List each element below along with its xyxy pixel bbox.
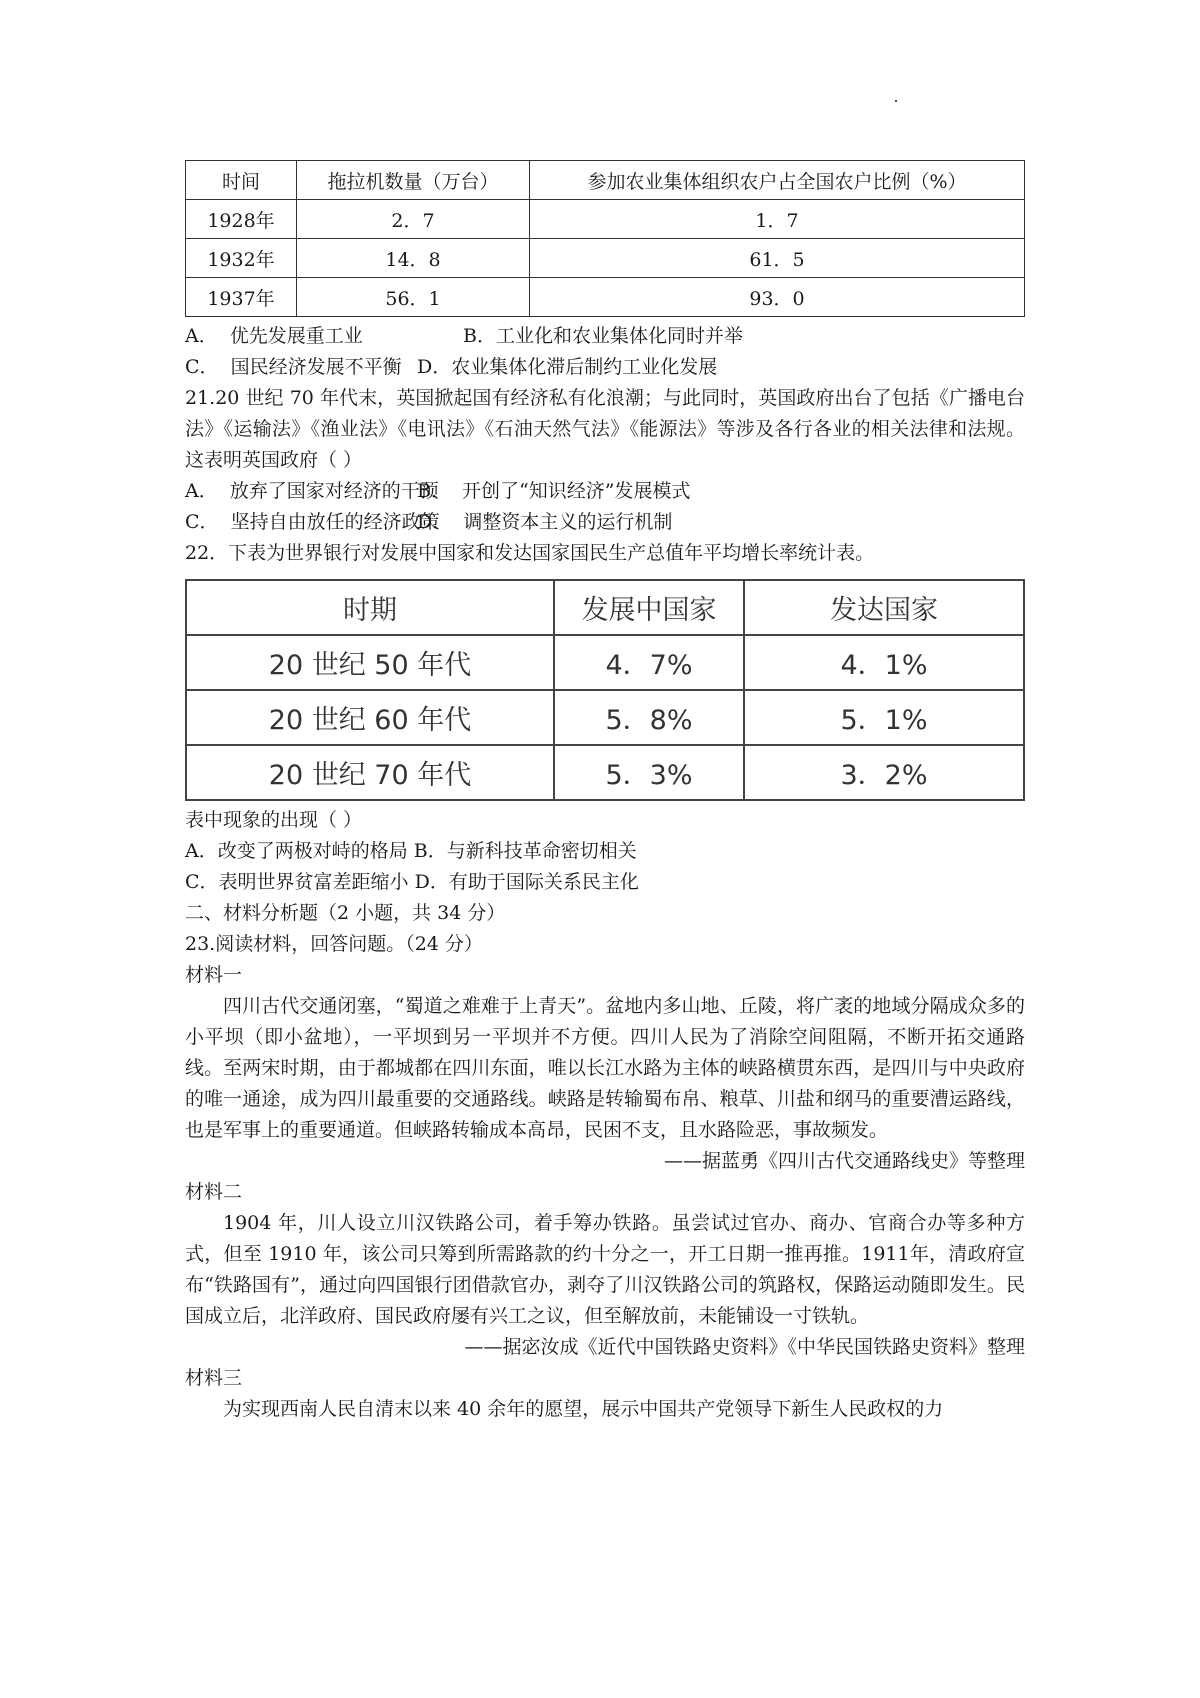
q22-question: 表中现象的出现（ ） <box>185 809 363 831</box>
table-cell: 1937年 <box>186 278 297 317</box>
table-header-cell: 参加农业集体组织农户占全国农户比例（%） <box>530 161 1025 200</box>
q22-options-row-1 <box>185 836 1025 867</box>
q22-option-a: A．改变了两极对峙的格局 <box>185 840 408 862</box>
table-row <box>186 690 1024 745</box>
table-header-cell: 发达国家 <box>744 580 1024 635</box>
table-header-cell: 时期 <box>186 580 554 635</box>
q22-stem: 22．下表为世界银行对发展中国家和发达国家国民生产总值年平均增长率统计表。 <box>185 542 875 564</box>
table-row <box>186 635 1024 690</box>
q22-options-row-2 <box>185 867 1025 898</box>
table-cell: 14．8 <box>297 239 530 278</box>
table-header-row <box>186 161 1025 200</box>
section-heading: 二、材料分析题（2 小题，共 34 分） <box>185 902 506 924</box>
table-cell: 1．7 <box>530 200 1025 239</box>
q20-option-b: B．工业化和农业集体化同时并举 <box>463 325 743 347</box>
q20-option-d: D．农业集体化滞后制约工业化发展 <box>417 356 718 378</box>
table-cell: 3．2% <box>744 745 1024 800</box>
table-cell: 61．5 <box>530 239 1025 278</box>
q21-stem: 21.20 世纪 70 年代末，英国掀起国有经济私有化浪潮；与此同时，英国政府出台了包括《广播电台法》《运输法》《渔业法》《电讯法》《石油天然气法》《能源法》等涉及各行各业的相关法律和法规。这表明英国政府（ ） <box>185 387 1025 471</box>
table-header-row <box>186 580 1024 635</box>
table-row <box>186 278 1025 317</box>
q22-option-d: D．有助于国际关系民主化 <box>414 871 639 893</box>
table-cell: 5．8% <box>554 690 744 745</box>
q20-options-row-2 <box>185 352 1025 383</box>
table-row <box>186 745 1024 800</box>
document-page <box>185 160 1025 1425</box>
table-cell: 2．7 <box>297 200 530 239</box>
table-cell: 1932年 <box>186 239 297 278</box>
table-cell: 56．1 <box>297 278 530 317</box>
table-cell: 20 世纪 70 年代 <box>186 745 554 800</box>
material-2-text: 1904 年，川人设立川汉铁路公司，着手筹办铁路。虽尝试过官办、商办、官商合办等多种方式，但至 1910 年，该公司只筹到所需路款的约十分之一，开工日期一推再推。1911年，清政府宣布“铁路国有”，通过向四国银行团借款官办，剥夺了川汉铁路公司的筑路权，保路运动随即发生。民国成立后，北洋政府、国民政府屡有兴工之议，但至解放前，未能铺设一寸铁轨。 <box>185 1212 1025 1327</box>
gnp-growth-table <box>185 579 1025 801</box>
table-cell: 20 世纪 60 年代 <box>186 690 554 745</box>
table-cell: 1928年 <box>186 200 297 239</box>
q20-option-c: C． 国民经济发展不平衡 <box>185 356 402 378</box>
table-cell: 5．1% <box>744 690 1024 745</box>
table-row <box>186 239 1025 278</box>
table-cell: 4．1% <box>744 635 1024 690</box>
material-1-title: 材料一 <box>185 964 243 986</box>
table-cell: 93．0 <box>530 278 1025 317</box>
table-cell: 5．3% <box>554 745 744 800</box>
table-header-cell: 时间 <box>186 161 297 200</box>
q20-option-a: A． 优先发展重工业 <box>185 325 363 347</box>
material-3-title: 材料三 <box>185 1367 243 1389</box>
material-1-source: ——据蓝勇《四川古代交通路线史》等整理 <box>663 1150 1025 1172</box>
q22-option-c: C．表明世界贫富差距缩小 <box>185 871 409 893</box>
table-header-cell: 发展中国家 <box>554 580 744 635</box>
table-cell: 4．7% <box>554 635 744 690</box>
material-2-source: ——据宓汝成《近代中国铁路史资料》《中华民国铁路史资料》整理 <box>464 1336 1025 1358</box>
material-1-text: 四川古代交通闭塞，“蜀道之难难于上青天”。盆地内多山地、丘陵，将广袤的地域分隔成众多的小平坝（即小盆地），一平坝到另一平坝并不方便。四川人民为了消除空间阻隔，不断开拓交通路线。至两宋时期，由于都城都在四川东面，唯以长江水路为主体的峡路横贯东西，是四川与中央政府的唯一通途，成为四川最重要的交通路线。峡路是转输蜀布帛、粮草、川盐和纲马的重要漕运路线，也是军事上的重要通道。但峡路转输成本高昂，民困不支，且水路险恶，事故频发。 <box>185 995 1025 1141</box>
q21-options-row-1 <box>185 476 1025 507</box>
q21-option-a: A． 放弃了国家对经济的干预 <box>185 480 439 502</box>
q21-option-d: D． 调整资本主义的运行机制 <box>417 511 673 533</box>
scan-dot <box>895 100 897 102</box>
tractor-collectivization-table <box>185 160 1025 317</box>
q21-option-b: B． 开创了“知识经济”发展模式 <box>417 480 691 502</box>
q22-option-b: B．与新科技革命密切相关 <box>413 840 637 862</box>
table-cell: 20 世纪 50 年代 <box>186 635 554 690</box>
q21-options-row-2 <box>185 507 1025 538</box>
q20-options-row-1 <box>185 321 1025 352</box>
q23-stem: 23.阅读材料，回答问题。（24 分） <box>185 933 483 955</box>
table-row <box>186 200 1025 239</box>
material-2-title: 材料二 <box>185 1181 243 1203</box>
material-3-text: 为实现西南人民自清末以来 40 余年的愿望，展示中国共产党领导下新生人民政权的力 <box>223 1398 944 1420</box>
table-header-cell: 拖拉机数量（万台） <box>297 161 530 200</box>
q21-option-c: C． 坚持自由放任的经济政策 <box>185 511 440 533</box>
